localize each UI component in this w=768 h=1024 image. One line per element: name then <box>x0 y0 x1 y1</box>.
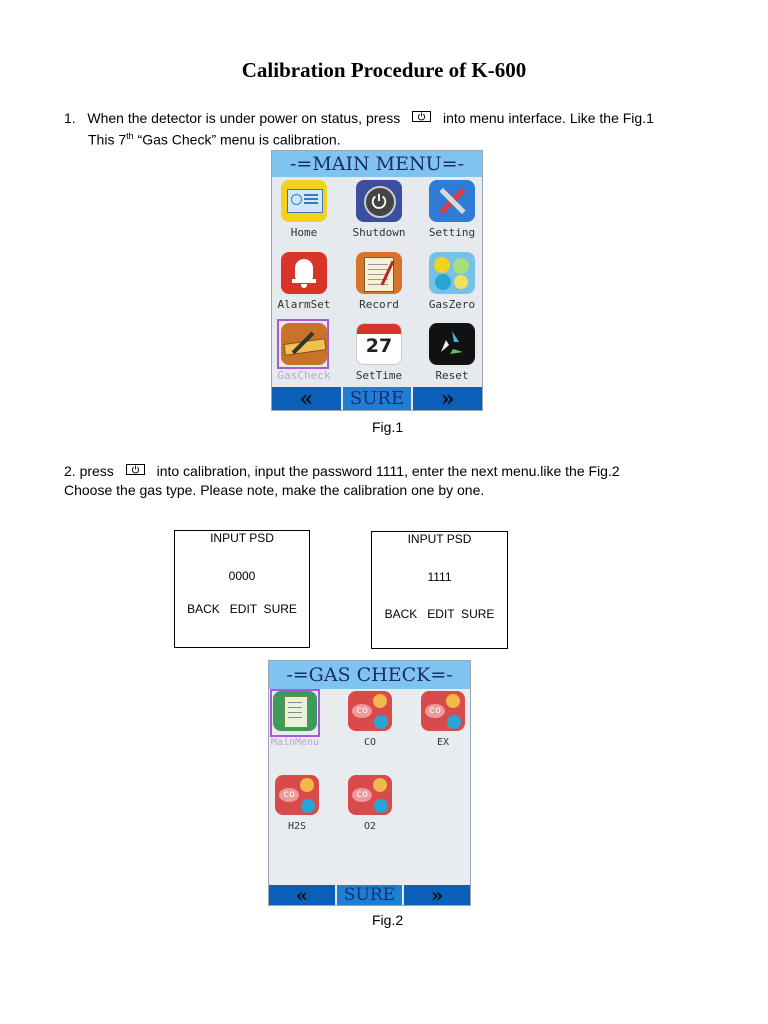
menu-item-gaszero[interactable] <box>422 252 482 311</box>
menu-label-record: Record <box>359 298 399 311</box>
main-menu-screen <box>271 150 483 411</box>
menu-item-alarmset[interactable] <box>274 252 334 311</box>
molecule-text: co <box>352 788 372 802</box>
bell-icon <box>281 252 327 294</box>
step1-line2-b: “Gas Check” menu is calibration. <box>133 131 341 148</box>
password-box-options: BACK EDIT SURE <box>187 602 297 616</box>
gas-label-h2s: H2S <box>287 821 307 832</box>
gas-label-mainmenu: MainMenu <box>270 737 320 748</box>
bubbles-icon <box>429 252 475 294</box>
step2-line1 <box>64 462 620 480</box>
prev-button[interactable]: « <box>295 883 309 906</box>
document-title: Calibration Procedure of K-600 <box>241 58 527 82</box>
menu-item-setting[interactable] <box>422 180 482 239</box>
next-button[interactable]: » <box>430 883 444 906</box>
fig2-caption: Fig.2 <box>372 912 404 928</box>
power-key-icon <box>126 464 145 475</box>
step2-text-b: into calibration, input the password 1111, enter the next menu.like the Fig.2 <box>156 463 620 479</box>
gas-item-co[interactable] <box>342 691 398 748</box>
gas-molecule-icon <box>421 691 465 731</box>
menu-item-home[interactable] <box>274 180 334 239</box>
molecule-text: co <box>352 704 372 718</box>
step2-text-a: 2. press <box>64 463 114 479</box>
power-icon <box>356 180 402 222</box>
menu-label-settime: SetTime <box>355 369 403 382</box>
step1-number: 1. <box>64 110 76 126</box>
step1-line2-sup: th <box>126 131 134 141</box>
gas-item-ex[interactable] <box>416 691 470 748</box>
tools-icon <box>429 180 475 222</box>
menu-label-gaszero: GasZero <box>428 298 476 311</box>
gas-check-bottom-bar <box>269 885 470 905</box>
gas-item-h2s[interactable] <box>271 775 323 832</box>
sure-button[interactable]: SURE <box>335 885 405 905</box>
password-box-initial <box>174 530 310 648</box>
password-box-entered <box>371 531 508 649</box>
fig1-caption: Fig.1 <box>372 419 404 435</box>
password-box-title: INPUT PSD <box>407 532 472 546</box>
selection-highlight <box>270 689 320 737</box>
gas-label-o2: O2 <box>363 821 377 832</box>
menu-label-home: Home <box>290 226 318 239</box>
gas-molecule-icon <box>275 775 319 815</box>
power-key-icon <box>412 111 431 122</box>
recycle-icon <box>429 323 475 365</box>
step1-line2-a: This 7 <box>88 131 127 148</box>
gas-item-o2[interactable] <box>342 775 398 832</box>
password-box-title: INPUT PSD <box>210 531 274 545</box>
step1-text-b: into menu interface. Like the Fig.1 <box>442 110 654 126</box>
menu-item-record[interactable] <box>347 252 411 311</box>
calendar-icon <box>356 323 402 365</box>
gas-label-ex: EX <box>436 737 450 748</box>
menu-item-settime[interactable] <box>347 323 411 382</box>
menu-label-gascheck: GasCheck <box>277 369 331 382</box>
molecule-text: co <box>425 704 445 718</box>
menu-item-shutdown[interactable] <box>347 180 411 239</box>
step1-line2 <box>88 127 341 149</box>
gas-check-screen <box>268 660 471 906</box>
menu-label-setting: Setting <box>428 226 476 239</box>
next-button[interactable]: » <box>440 385 455 411</box>
menu-label-shutdown: Shutdown <box>352 226 406 239</box>
prev-button[interactable]: « <box>299 385 314 411</box>
main-menu-bottom-bar <box>272 387 482 410</box>
step2-line2: Choose the gas type. Please note, make the calibration one by one. <box>64 482 485 498</box>
password-box-value: 1111 <box>427 570 452 584</box>
sure-button[interactable]: SURE <box>341 387 414 410</box>
step1-text-a: When the detector is under power on status, press <box>87 110 401 126</box>
notepad-icon <box>356 252 402 294</box>
selection-highlight <box>277 319 329 369</box>
home-icon <box>281 180 327 222</box>
password-box-options: BACK EDIT SURE <box>384 607 495 621</box>
gas-molecule-icon <box>348 775 392 815</box>
gas-molecule-icon <box>348 691 392 731</box>
menu-label-reset: Reset <box>435 369 469 382</box>
password-box-value: 0000 <box>228 569 256 583</box>
menu-label-alarmset: AlarmSet <box>277 298 331 311</box>
calendar-day: 27 <box>365 335 393 357</box>
menu-item-reset[interactable] <box>422 323 482 382</box>
main-menu-title: -=MAIN MENU=- <box>272 151 482 177</box>
molecule-text: co <box>279 788 299 802</box>
gas-label-co: CO <box>363 737 377 748</box>
step1-line1 <box>64 109 654 127</box>
gas-check-title: -=GAS CHECK=- <box>269 661 470 689</box>
